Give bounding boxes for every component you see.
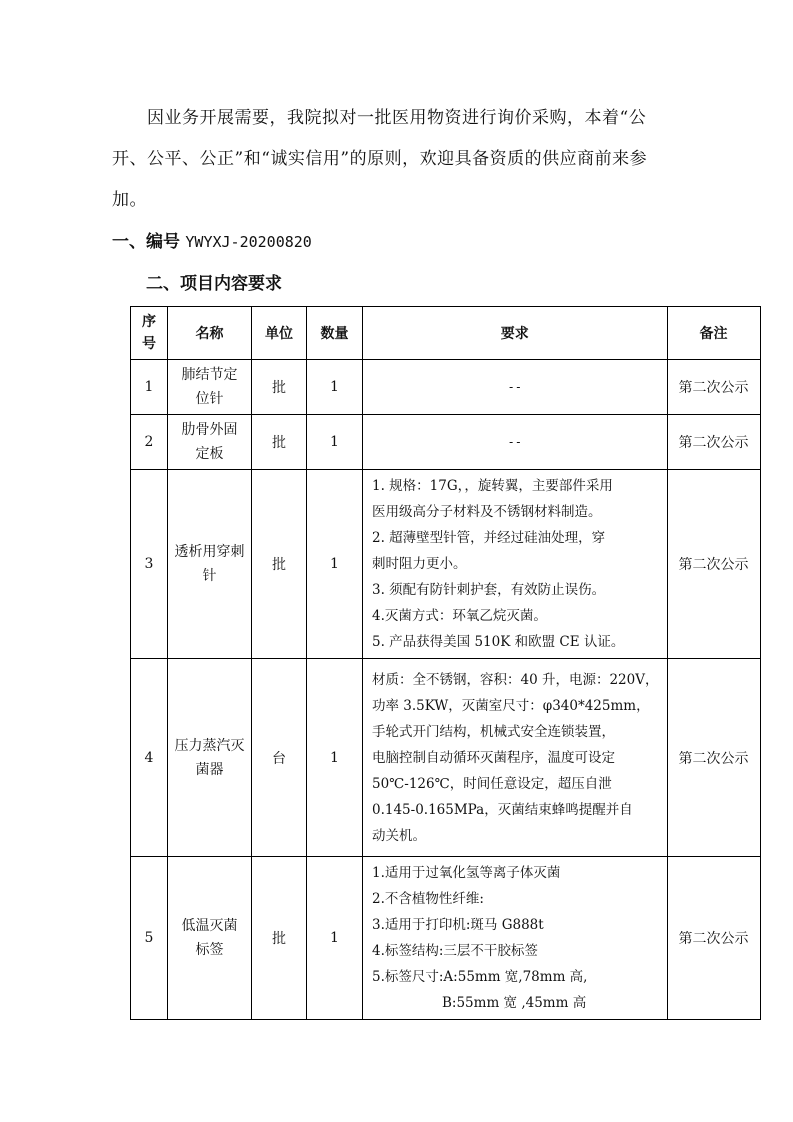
row-no: 4 (131, 659, 168, 857)
req-line: 动关机。 (372, 827, 426, 844)
row-note: 第二次公示 (667, 360, 760, 415)
row-unit: 批 (252, 415, 307, 470)
req-line: 材质：全不锈钢，容积：40 升，电源：220V， (372, 671, 659, 688)
row-name-text: 肺结节定位针 (181, 367, 238, 407)
row-name (168, 360, 252, 415)
row-name (168, 659, 252, 857)
row-req (363, 857, 668, 1020)
row-note: 第二次公示 (667, 470, 760, 659)
req-line: 刺时阻力更小。 (372, 556, 467, 572)
table-row (131, 360, 761, 415)
req-line: 5. 产品获得美国 510K 和欧盟 CE 认证。 (372, 634, 625, 650)
row-qty: 1 (307, 360, 363, 415)
header-req: 要求 (363, 307, 668, 360)
header-no (131, 307, 168, 360)
table-row (131, 415, 761, 470)
req-line: 0.145-0.165MPa，灭菌结束蜂鸣提醒并自 (372, 801, 633, 818)
req-line: 功率 3.5KW，灭菌室尺寸：φ340*425mm， (372, 697, 650, 714)
req-line: 3.适用于打印机:斑马 G888t (372, 917, 544, 933)
req-line: 2.不含植物性纤维: (372, 891, 484, 907)
row-name-text: 压力蒸汽灭菌器 (174, 737, 245, 778)
row-req: -- (363, 415, 668, 470)
header-note: 备注 (667, 307, 760, 360)
req-line: 手轮式开门结构，机械式安全连锁装置， (372, 723, 615, 740)
section-number-heading (112, 228, 312, 256)
header-name: 名称 (168, 307, 252, 360)
table-row (131, 659, 761, 857)
row-name-text: 透析用穿刺针 (174, 544, 245, 584)
row-note: 第二次公示 (667, 857, 760, 1020)
section-project-heading: 二、项目内容要求 (146, 274, 282, 294)
row-no: 1 (131, 360, 168, 415)
header-qty: 数量 (307, 307, 363, 360)
req-line: 5.标签尺寸:A:55mm 宽,78mm 高, (372, 969, 588, 985)
row-name (168, 857, 252, 1020)
row-name-text: 低温灭菌标签 (181, 918, 238, 958)
req-line: B:55mm 宽 ,45mm 高 (442, 995, 587, 1011)
row-req (363, 659, 668, 857)
row-unit: 台 (252, 659, 307, 857)
row-qty: 1 (307, 470, 363, 659)
req-line: 医用级高分子材料及不锈钢材料制造。 (372, 504, 602, 520)
req-line: 2. 超薄壁型针管，并经过硅油处理，穿 (372, 530, 606, 546)
row-qty: 1 (307, 857, 363, 1020)
row-name (168, 415, 252, 470)
requirements-table (130, 306, 761, 1020)
table-header-row (131, 307, 761, 360)
section-number-code: YWYXJ-20200820 (185, 233, 312, 251)
req-line: 4.灭菌方式：环氧乙烷灭菌。 (372, 608, 547, 624)
header-unit: 单位 (252, 307, 307, 360)
req-line: 3. 须配有防针刺护套，有效防止误伤。 (372, 582, 606, 598)
row-name-text: 肋骨外固定板 (181, 422, 238, 462)
row-req: -- (363, 360, 668, 415)
row-unit: 批 (252, 360, 307, 415)
header-no-label: 序号 (142, 314, 156, 352)
row-no: 2 (131, 415, 168, 470)
row-note: 第二次公示 (667, 659, 760, 857)
row-qty: 1 (307, 415, 363, 470)
req-line: 1. 规格：17G，，旋转翼，主要部件采用 (372, 478, 613, 494)
section-number-label: 一、编号 (112, 232, 180, 252)
row-qty: 1 (307, 659, 363, 857)
table-row (131, 857, 761, 1020)
row-no: 3 (131, 470, 168, 659)
row-req (363, 470, 668, 659)
req-line: 电脑控制自动循环灭菌程序，温度可设定 (372, 749, 615, 766)
row-name (168, 470, 252, 659)
req-line: 50℃-126℃，时间任意设定，超压自泄 (372, 775, 612, 792)
intro-paragraph: 因业务开展需要，我院拟对一批医用物资进行询价采购，本着“公开、公平、公正”和“诚实信用”的原则，欢迎具备资质的供应商前来参加。 (112, 108, 648, 210)
row-note: 第二次公示 (667, 415, 760, 470)
req-line: 4.标签结构:三层不干胶标签 (372, 943, 538, 959)
table-row (131, 470, 761, 659)
row-unit: 批 (252, 470, 307, 659)
row-unit: 批 (252, 857, 307, 1020)
row-no: 5 (131, 857, 168, 1020)
req-line: 1.适用于过氧化氢等离子体灭菌 (372, 865, 561, 881)
